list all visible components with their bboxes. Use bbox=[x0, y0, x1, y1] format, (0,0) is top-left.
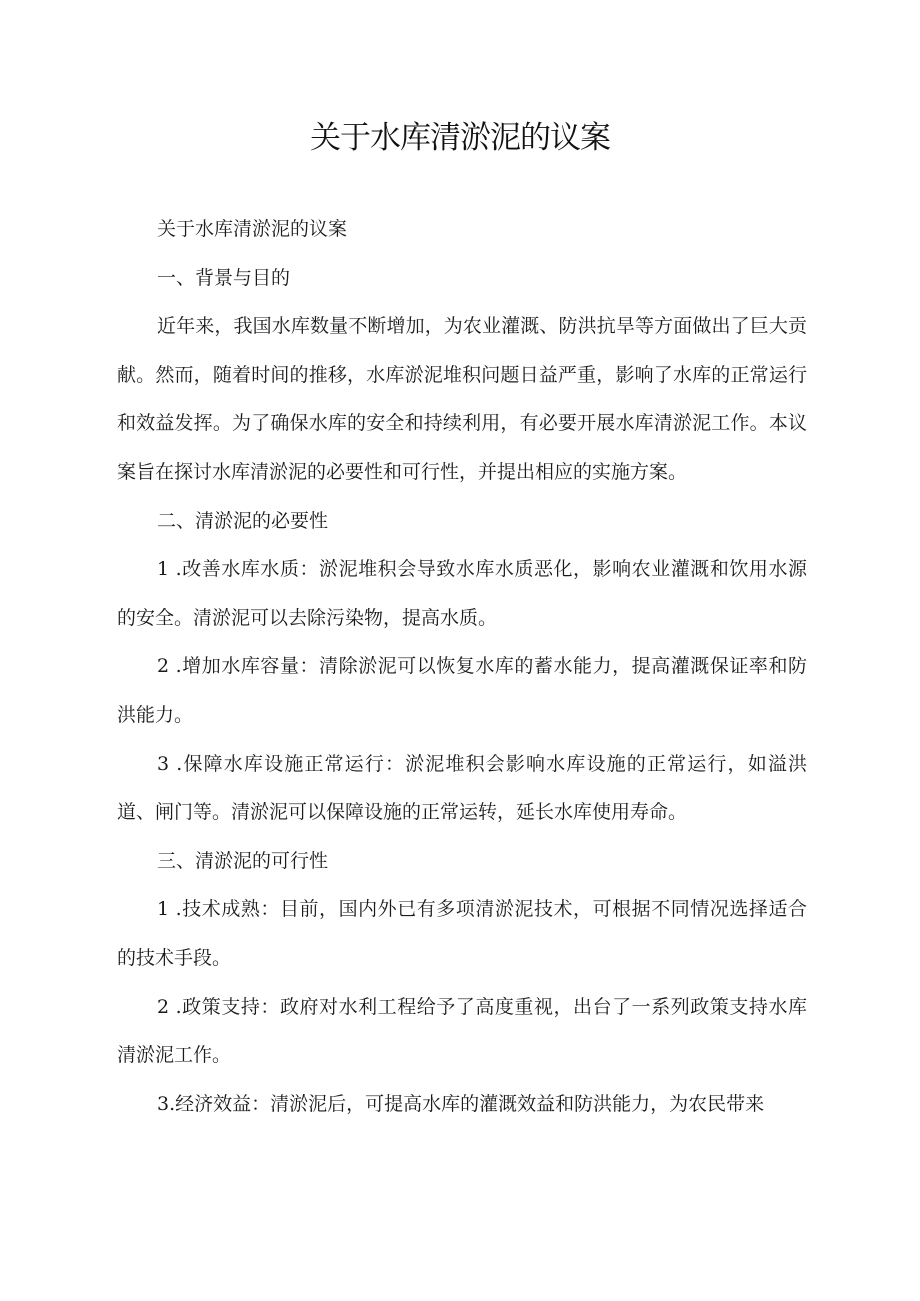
feasibility-item-3: 3.经济效益：清淤泥后，可提高水库的灌溉效益和防洪能力，为农民带来 bbox=[157, 1092, 765, 1115]
section-heading-necessity: 二、清淤泥的必要性 bbox=[157, 509, 329, 532]
feasibility-item-2: 2 .政策支持：政府对水利工程给予了高度重视，出台了一系列政策支持水库清淤泥工作。 bbox=[117, 995, 807, 1067]
document-body bbox=[117, 205, 807, 1128]
necessity-item-2: 2 .增加水库容量：清除淤泥可以恢复水库的蓄水能力，提高灌溉保证率和防洪能力。 bbox=[117, 655, 807, 726]
paragraph-subtitle: 关于水库清淤泥的议案 bbox=[157, 218, 348, 240]
section-heading-background: 一、背景与目的 bbox=[157, 266, 291, 289]
section-heading-feasibility: 三、清淤泥的可行性 bbox=[157, 849, 329, 872]
feasibility-item-1: 1 .技术成熟：目前，国内外已有多项清淤泥技术，可根据不同情况选择适合的技术手段。 bbox=[117, 898, 807, 969]
necessity-item-1: 1 .改善水库水质：淤泥堆积会导致水库水质恶化，影响农业灌溉和饮用水源的安全。清淤泥可以去除污染物，提高水质。 bbox=[117, 558, 807, 629]
necessity-item-3: 3 .保障水库设施正常运行：淤泥堆积会影响水库设施的正常运行，如溢洪道、闸门等。清淤泥可以保障设施的正常运转，延长水库使用寿命。 bbox=[117, 752, 807, 824]
document-title: 关于水库清淤泥的议案 bbox=[310, 120, 610, 156]
paragraph-background: 近年来，我国水库数量不断增加，为农业灌溉、防洪抗旱等方面做出了巨大贡献。然而，随着时间的推移，水库淤泥堆积问题日益严重，影响了水库的正常运行和效益发挥。为了确保水库的安全和持续利用，有必要开展水库清淤泥工作。本议案旨在探讨水库清淤泥的必要性和可行性，并提出相应的实施方案。 bbox=[117, 315, 807, 483]
